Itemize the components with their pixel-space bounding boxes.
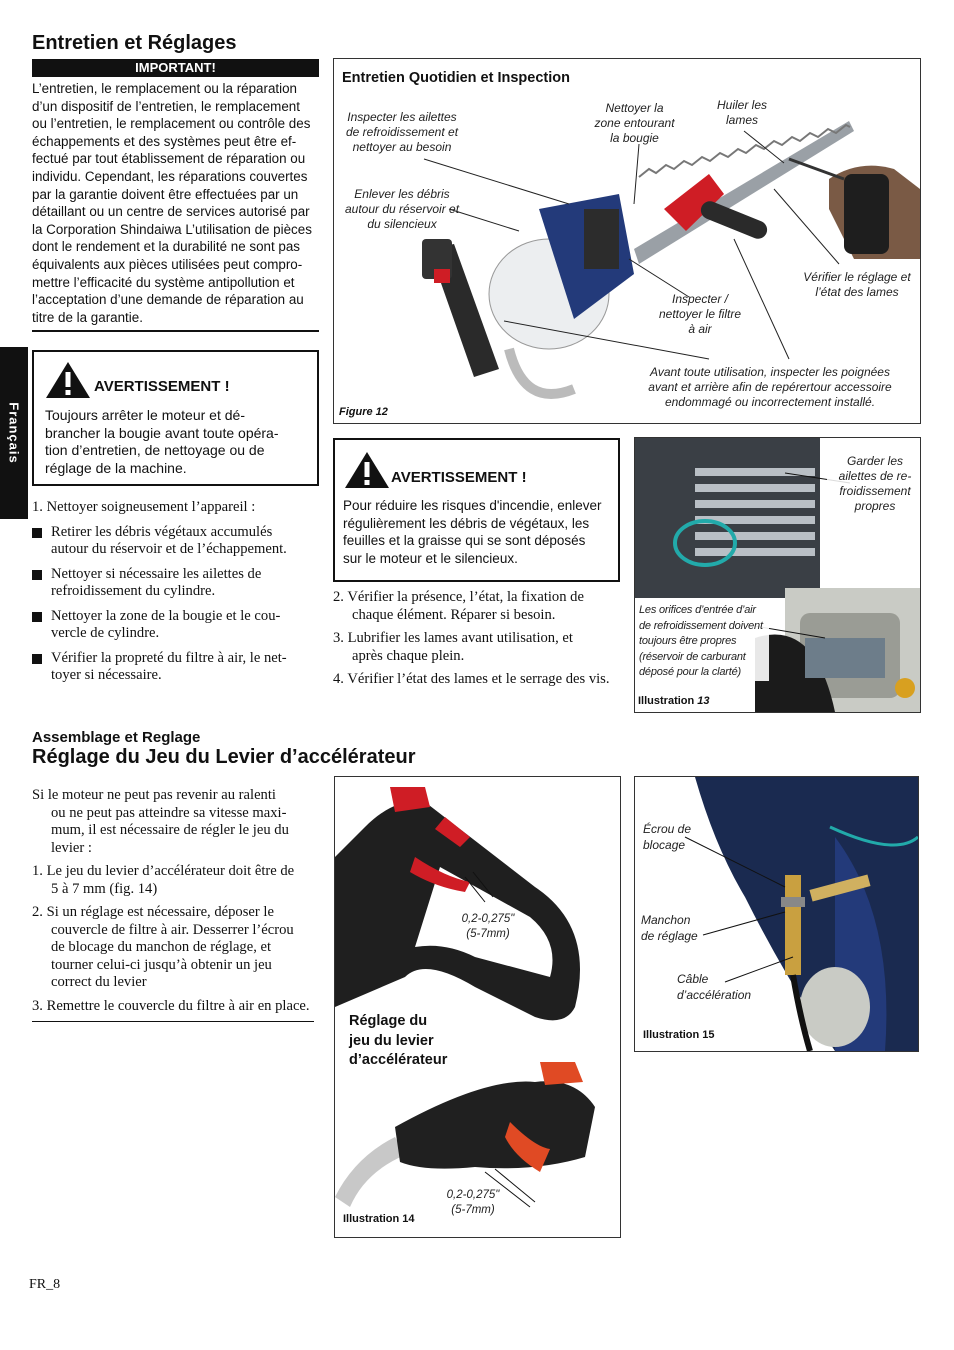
important-text (32, 80, 322, 326)
warning-text (45, 407, 279, 477)
warning-text-line: tion d’entretien, de nettoyage ou de (45, 442, 265, 458)
caption-line: propres (854, 499, 896, 513)
step-line: 3. Remettre le couvercle du filtre à air en place. (32, 997, 310, 1014)
numbered-step (333, 630, 625, 665)
caption-lock-nut (643, 822, 691, 853)
caption-spark-plug (582, 101, 687, 146)
caption-line: d’accélération (677, 987, 752, 1002)
caption-line: Câble (677, 972, 709, 986)
bullet-line: Nettoyer si nécessaire les ailettes de (51, 565, 262, 582)
divider (32, 1021, 314, 1022)
caption-blade-check (792, 270, 922, 300)
caption-line: nettoyer au besoin (352, 140, 452, 154)
caption-adjust-sleeve (641, 913, 698, 944)
language-tab-label: Français (6, 402, 22, 464)
cleaning-steps (32, 499, 322, 692)
warning-text (343, 497, 601, 567)
caption-line: Nettoyer la (605, 101, 664, 115)
warning-text-line: régulièrement les débris de végétaux, les (343, 515, 590, 531)
illustration-13-label: Illustration 13 (638, 695, 710, 707)
numbered-step (32, 904, 324, 992)
bullet-line: refroidissement du cylindre. (51, 583, 216, 599)
bullet-item (32, 524, 322, 559)
caption-line: Manchon (641, 913, 691, 927)
step-line: après chaque plein. (352, 647, 465, 664)
caption-air-inlets (639, 603, 769, 681)
numbered-step (333, 671, 625, 689)
warning-text-line: brancher la bougie avant toute opéra- (45, 424, 279, 441)
step-line: correct du levier (51, 974, 147, 990)
caption-line: lames (725, 113, 758, 127)
warning-box-maintenance (32, 350, 319, 486)
caption-line: du silencieux (367, 217, 437, 231)
caption-line: Vérifier le réglage et (803, 270, 911, 284)
numbered-step (32, 998, 324, 1016)
gap-label-top (445, 912, 531, 942)
caption-debris (334, 187, 470, 232)
important-text-line: L’entretien, le remplacement ou la réparation (32, 81, 297, 96)
warning-text-line: feuilles et la graisse qui se sont déposés (343, 533, 586, 549)
step-line: 3. Lubrifier les lames avant utilisation, et (333, 630, 573, 646)
bullet-line: Nettoyer la zone de la bougie et le cou- (51, 607, 281, 624)
caption-line: Enlever les débris (354, 187, 450, 201)
caption-line: la bougie (610, 131, 659, 145)
important-text-line: dont le rendement et la durabilité ne sont pas (32, 239, 300, 255)
language-tab (0, 347, 28, 519)
caption-line: Garder les (846, 454, 904, 468)
section-title: Réglage du Jeu du Levier d’accélérateur (32, 746, 416, 768)
warning-triangle-icon (343, 450, 391, 490)
caption-line: Inspecter les ailettes (347, 110, 457, 124)
important-text-line: détaillant ou un centre de services autorisé par (32, 204, 310, 220)
caption-line: autour du réservoir et (344, 202, 460, 216)
caption-line: de refroidissement doivent (639, 619, 763, 632)
intro-line: Si le moteur ne peut pas revenir au ralenti (32, 787, 276, 803)
bullet-line: autour du réservoir et de l’échappement. (51, 541, 287, 557)
intro-line: levier : (51, 839, 92, 856)
gap-line: (5-7mm) (451, 1204, 495, 1216)
warning-text-line: réglage de la machine. (45, 459, 187, 476)
heading-line: Réglage du (349, 1013, 428, 1029)
figure-12 (333, 58, 921, 424)
important-text-line: équivalents aux pièces utilisées peut compro- (32, 256, 303, 272)
important-text-line: l’acceptation d’une demande de réparation au (32, 292, 304, 308)
important-text-line: la Corporation Shindaiwa L’utilisation de pièces (32, 221, 312, 237)
important-text-line: d’un dispositif de l’entretien, le remplacement (32, 98, 300, 114)
important-banner: IMPORTANT! (32, 59, 319, 77)
gap-line: 0,2-0,275" (461, 913, 515, 925)
caption-line: Écrou de (643, 822, 692, 836)
illustration-15 (634, 776, 919, 1052)
caption-line: froidissement (839, 484, 911, 498)
caption-air-filter (649, 292, 751, 337)
caption-line: Avant toute utilisation, inspecter les poignées (650, 365, 890, 379)
caption-line: l’état des lames (815, 285, 899, 299)
step-line: 5 à 7 mm (fig. 14) (51, 880, 158, 897)
important-text-line: par la garantie doivent être effectuées par un (32, 186, 299, 202)
warning-text-line: sur le moteur et le silencieux. (343, 550, 518, 566)
bullet-square-icon (32, 612, 42, 622)
caption-line: de réglage (641, 928, 698, 943)
heading-line: jeu du levier (349, 1032, 434, 1049)
caption-keep-fins-clean (827, 454, 921, 514)
numbered-step (32, 863, 324, 898)
divider (32, 330, 319, 332)
warning-text-line: Toujours arrêter le moteur et dé- (45, 407, 245, 423)
gap-label-bottom (430, 1188, 516, 1218)
numbered-step (333, 589, 625, 624)
step-line: 4. Vérifier l’état des lames et le serrage des vis. (333, 671, 610, 687)
intro-line: ou ne peut pas atteindre sa vitesse maxi- (51, 804, 287, 821)
important-text-line: échappements et des systèmes peut être ef- (32, 133, 297, 149)
important-text-line: individu. Cependant, les réparations couvertes (32, 168, 308, 184)
warning-triangle-icon (44, 360, 92, 400)
warning-title: AVERTISSEMENT ! (391, 469, 527, 486)
caption-line: à air (688, 322, 712, 336)
caption-line: nettoyer le filtre (658, 307, 742, 321)
step-line: 1. Le jeu du levier d’accélérateur doit être de (32, 863, 295, 879)
caption-line: zone entourant (594, 116, 675, 130)
bullet-square-icon (32, 528, 42, 538)
figure-12-label: Figure 12 (339, 406, 388, 418)
bullet-line: vercle de cylindre. (51, 625, 160, 641)
bullet-item (32, 566, 322, 601)
throttle-adjust-heading (349, 1012, 447, 1071)
important-text-line: titre de la garantie. (32, 309, 143, 325)
caption-line: endommagé ou incorrectement installé. (664, 395, 876, 409)
section-subtitle: Assemblage et Reglage (32, 729, 201, 746)
caption-line: Huiler les (716, 98, 767, 112)
step-line: tourner celui-ci jusqu’à obtenir un jeu (51, 956, 272, 973)
bullet-square-icon (32, 654, 42, 664)
caption-oil-blades (704, 98, 780, 128)
step-line: couvercle de filtre à air. Desserrer l’écrou (51, 921, 294, 938)
caption-line: ailettes de re- (838, 469, 912, 483)
figure-12-heading: Entretien Quotidien et Inspection (342, 70, 570, 86)
throttle-steps (32, 787, 324, 1021)
step-1-intro: 1. Nettoyer soigneusement l’appareil : (32, 499, 256, 515)
caption-line: (réservoir de carburant (639, 650, 746, 663)
bullet-item (32, 650, 322, 685)
caption-line: toujours être propres (639, 635, 737, 647)
important-text-line: fectué par tout établissement de réparation ou (32, 151, 306, 167)
bullet-square-icon (32, 570, 42, 580)
important-text-line: ou l’entretien, le remplacement ou contrôle des (32, 116, 311, 132)
inspection-steps (333, 589, 625, 695)
gap-line: 0,2-0,275" (446, 1189, 500, 1201)
bullet-line: Vérifier la propreté du filtre à air, le net- (51, 649, 287, 666)
illustration-15-label: Illustration 15 (643, 1029, 715, 1041)
step-line: de blocage du manchon de réglage, et (51, 939, 272, 955)
illustration-14-label: Illustration 14 (343, 1213, 415, 1225)
step-line: 2. Vérifier la présence, l’état, la fixation de (333, 589, 584, 605)
illustration-14 (334, 776, 621, 1238)
page-number: FR_8 (29, 1277, 61, 1292)
caption-line: déposé pour la clarté) (639, 666, 741, 678)
warning-title: AVERTISSEMENT ! (94, 378, 230, 395)
section-title: Entretien et Réglages (32, 32, 237, 54)
caption-line: Les orifices d’entrée d’air (639, 604, 756, 616)
caption-cooling-fins (334, 110, 470, 155)
bullet-line: Retirer les débris végétaux accumulés (51, 523, 273, 540)
warning-text-line: Pour réduire les risques d'incendie, enlever (343, 498, 602, 513)
caption-line: Inspecter / (671, 292, 729, 306)
bullet-item (32, 608, 322, 643)
caption-line: blocage (643, 837, 686, 852)
warning-box-fire (333, 438, 620, 582)
step-line: chaque élément. Réparer si besoin. (352, 606, 556, 623)
bullet-line: toyer si nécessaire. (51, 667, 162, 683)
gap-line: (5-7mm) (466, 928, 510, 940)
caption-throttle-cable (677, 972, 751, 1003)
step-line: 2. Si un réglage est nécessaire, déposer le (32, 904, 274, 920)
caption-line: avant et arrière afin de repérertour accessoire (648, 380, 892, 394)
caption-handles (620, 365, 920, 410)
important-text-line: mettre l’efficacité du système antipollution et (32, 274, 295, 290)
heading-line: d’accélérateur (349, 1052, 448, 1068)
caption-line: de refroidissement et (345, 125, 459, 139)
illustration-13 (634, 437, 921, 713)
intro-paragraph (32, 787, 324, 857)
throttle-lever-photo (335, 777, 620, 1237)
intro-line: mum, il est nécessaire de régler le jeu du (51, 822, 289, 838)
